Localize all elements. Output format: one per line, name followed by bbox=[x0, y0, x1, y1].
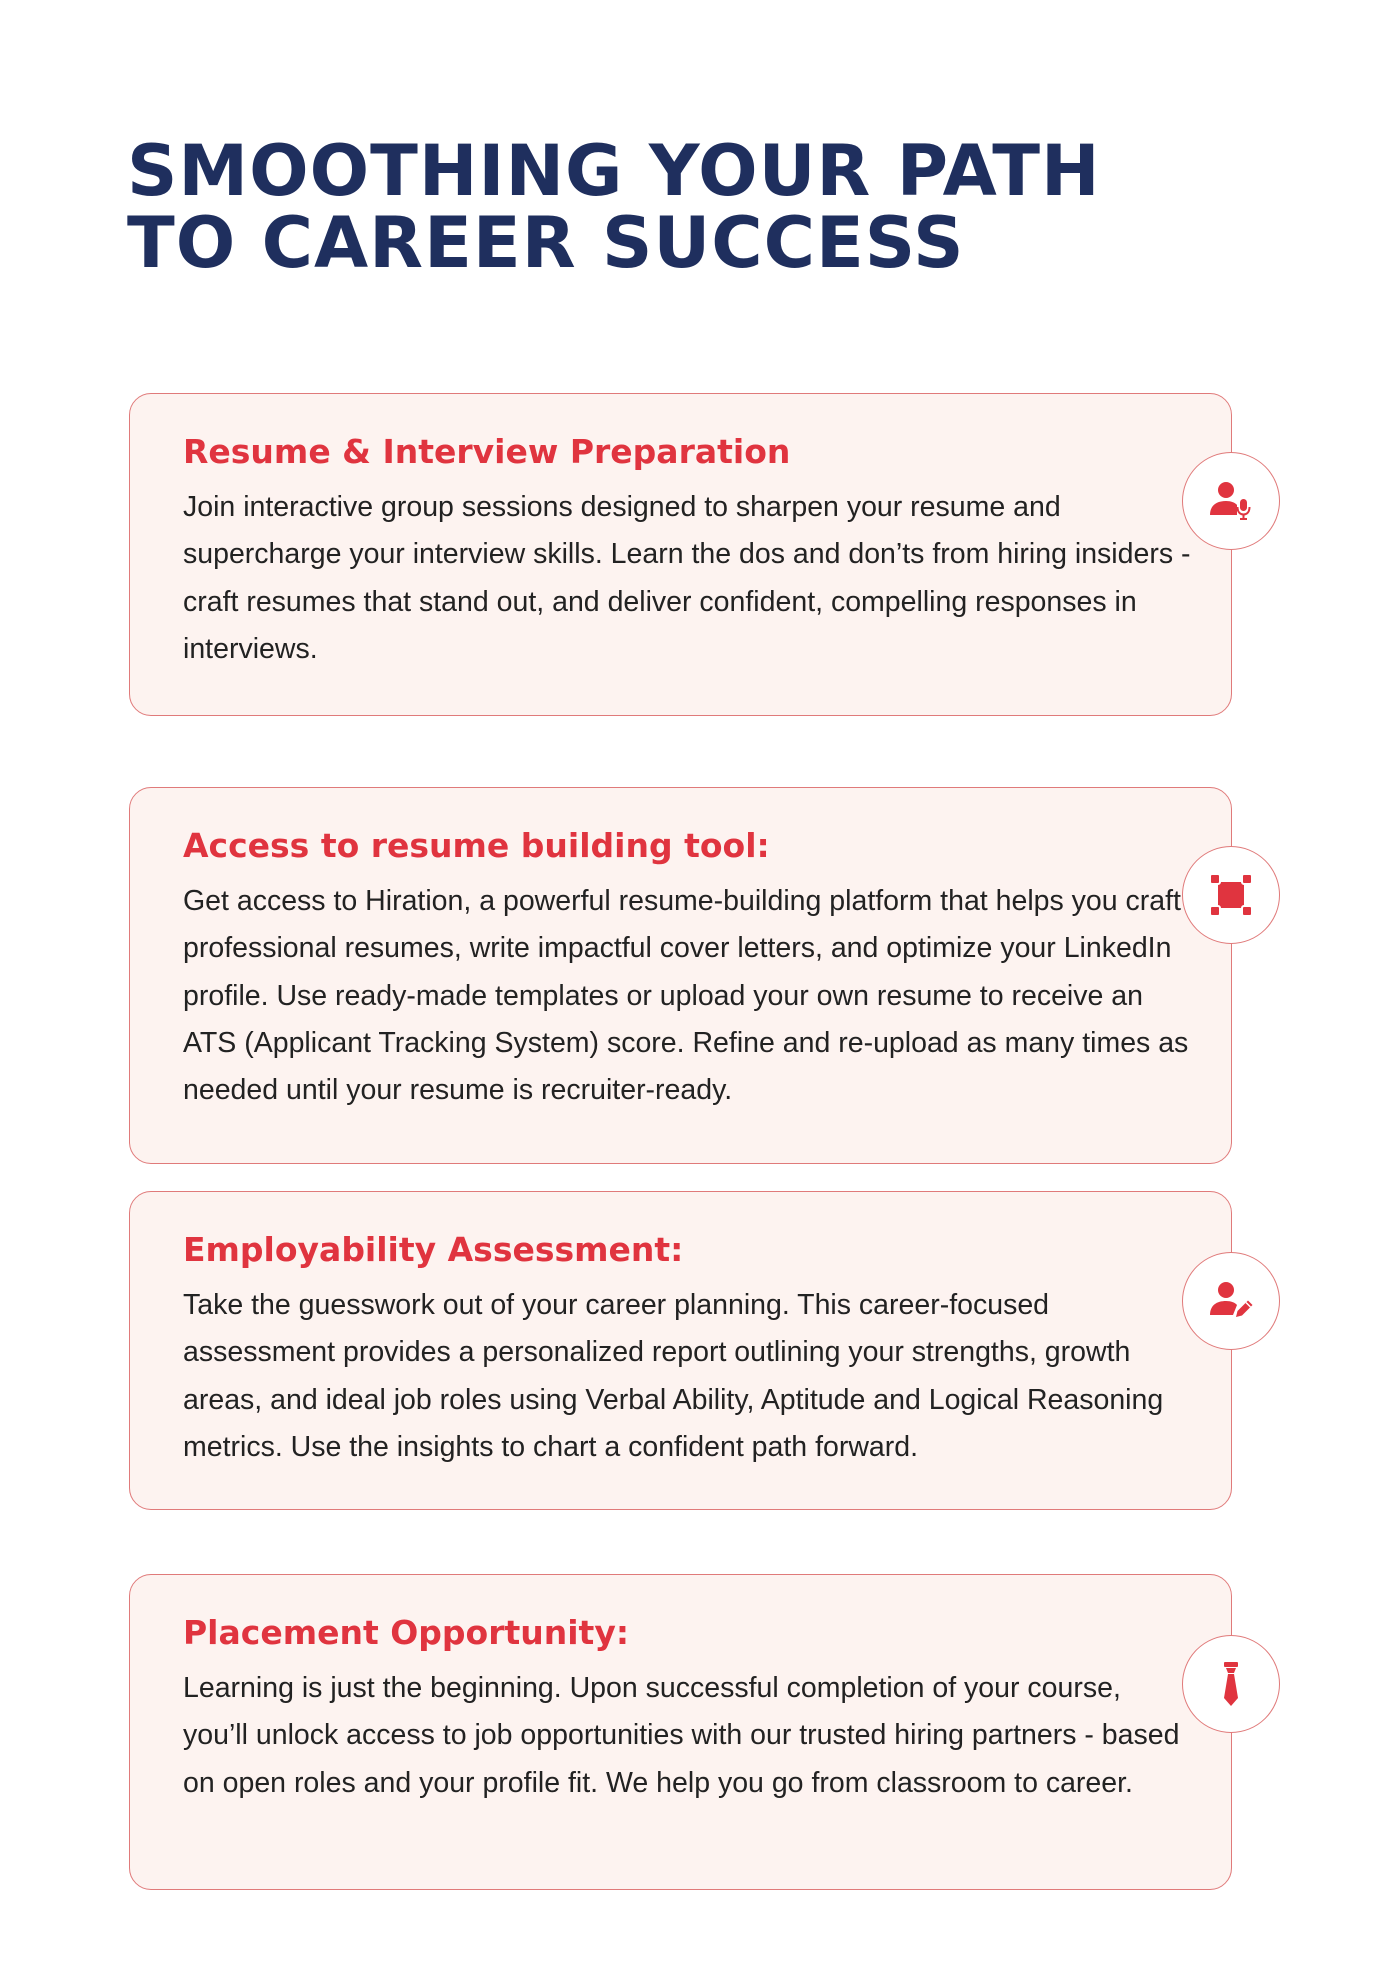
card-placement-opportunity bbox=[129, 1574, 1232, 1890]
card-resume-building-tool bbox=[129, 787, 1232, 1164]
user-microphone-icon bbox=[1207, 477, 1255, 525]
card-body: Get access to Hiration, a powerful resume-building platform that helps you craft professional resumes, write impactful cover letters, and optimize your LinkedIn profile. Use ready-made templates or upload your own resume to receive an ATS (Applicant Tracking System) score. Refine and re-upload as many times as needed until your resume is recruiter-ready. bbox=[183, 885, 1189, 1107]
icon-badge bbox=[1182, 846, 1280, 944]
necktie-icon bbox=[1207, 1660, 1255, 1708]
card-heading: Access to resume building tool: bbox=[183, 826, 770, 865]
icon-badge bbox=[1182, 452, 1280, 550]
card-heading: Resume & Interview Preparation bbox=[183, 432, 791, 471]
card-body: Take the guesswork out of your career planning. This career-focused assessment provides a personalized report outlining your strengths, growth areas, and ideal job roles using Verbal Ability, Aptitude and Logical Reasoning metrics. Use the insights to chart a confident path forward. bbox=[183, 1289, 1164, 1463]
card-heading: Placement Opportunity: bbox=[183, 1613, 630, 1652]
card-resume-interview-preparation bbox=[129, 393, 1232, 716]
page-title-line-2: TO CAREER SUCCESS bbox=[127, 202, 965, 284]
icon-badge bbox=[1182, 1252, 1280, 1350]
card-employability-assessment bbox=[129, 1191, 1232, 1510]
card-body: Join interactive group sessions designed to sharpen your resume and supercharge your interview skills. Learn the dos and don’ts from hiring insiders - craft resumes that stand out, and deliver confident, compelling responses in interviews. bbox=[183, 491, 1191, 665]
object-group-icon bbox=[1207, 871, 1255, 919]
card-heading: Employability Assessment: bbox=[183, 1230, 684, 1269]
icon-badge bbox=[1182, 1635, 1280, 1733]
page-title-line-1: SMOOTHING YOUR PATH bbox=[127, 130, 1101, 212]
user-pen-icon bbox=[1207, 1277, 1255, 1325]
card-body: Learning is just the beginning. Upon successful completion of your course, you’ll unlock access to job opportunities with our trusted hiring partners - based on open roles and your profile fit. We help you go from classroom to career. bbox=[183, 1672, 1180, 1799]
page-title bbox=[127, 130, 1127, 284]
